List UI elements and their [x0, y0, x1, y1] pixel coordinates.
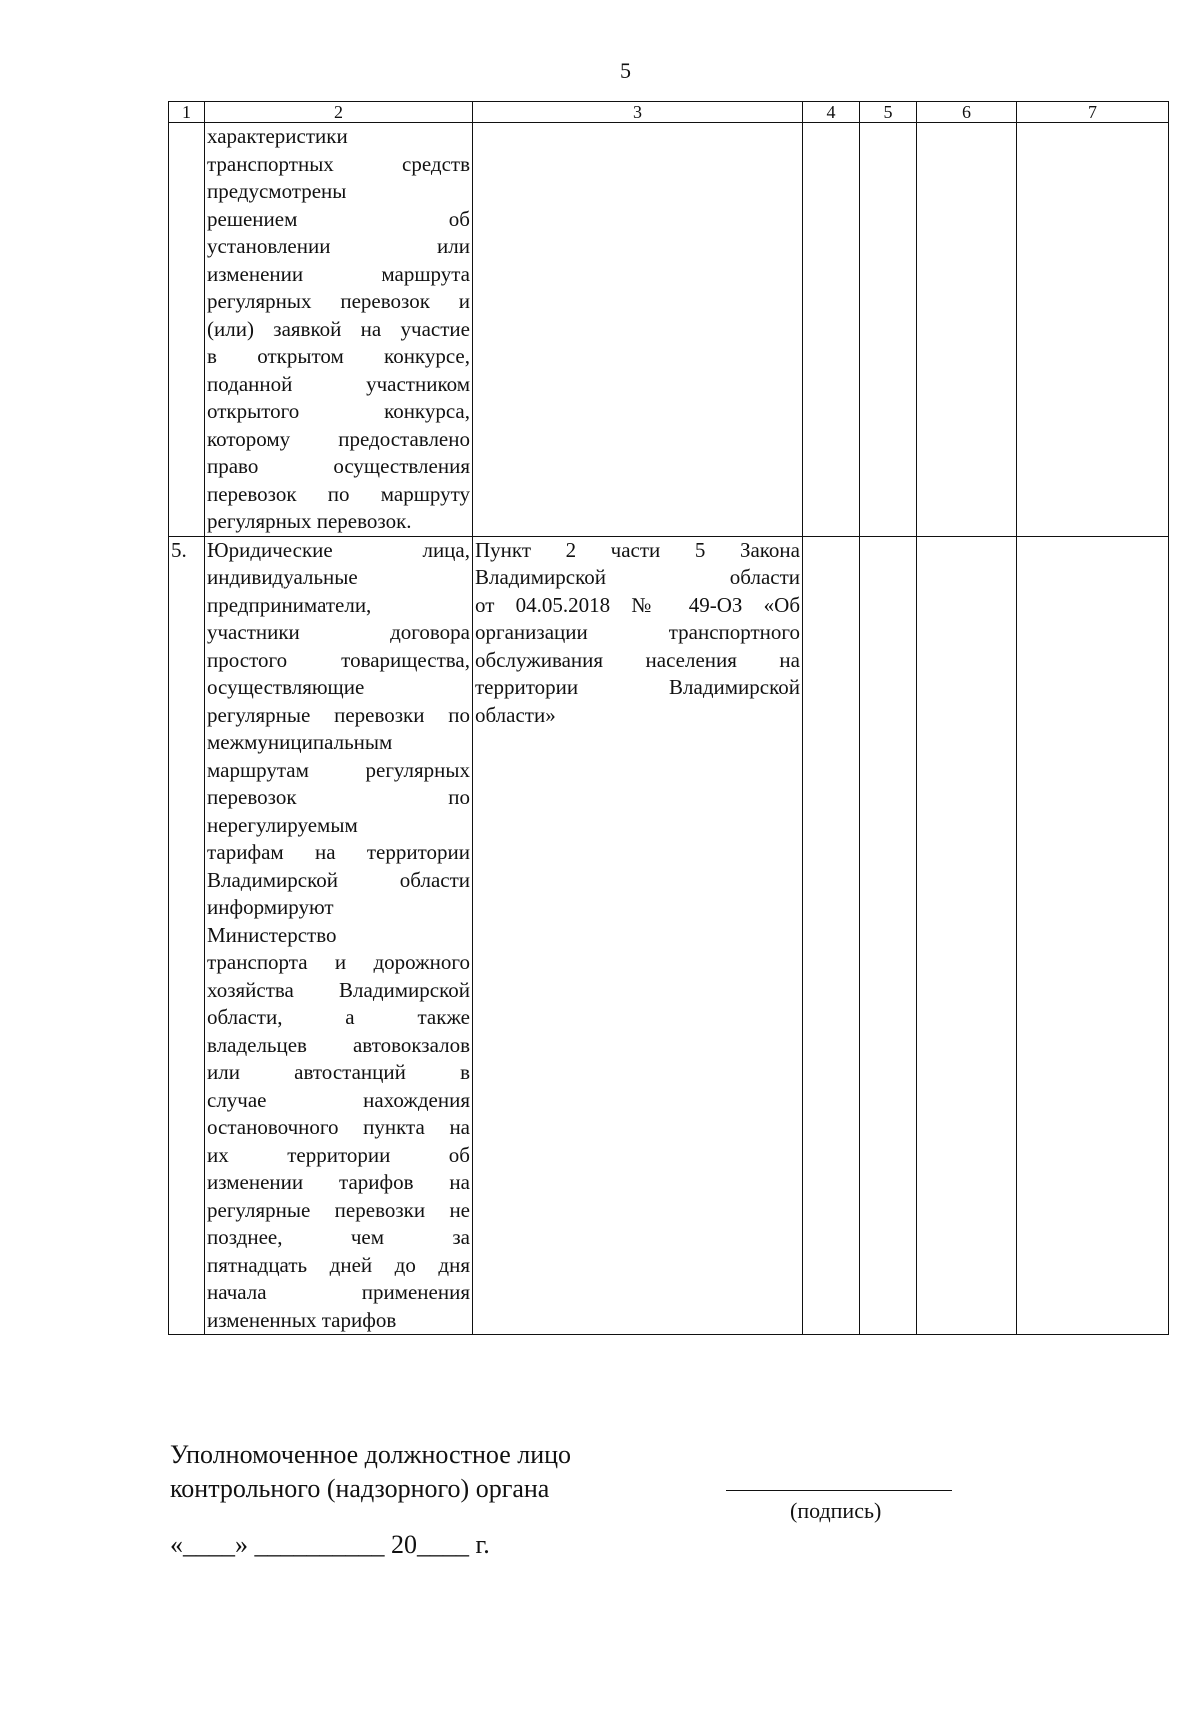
- empty-cell: [917, 123, 1017, 537]
- cell-text-line: транспорта и дорожного: [207, 950, 470, 974]
- official-title-line: контрольного (надзорного) органа: [170, 1474, 550, 1503]
- empty-cell: [1017, 536, 1169, 1335]
- header-cell-5: 5: [860, 102, 917, 123]
- cell-text-line: регулярных перевозок.: [207, 509, 412, 533]
- row-number-cell: 5.: [169, 536, 205, 1335]
- cell-text-line: их территории об: [207, 1142, 470, 1167]
- cell-text-line: Министерство: [207, 922, 337, 947]
- legal-basis-cell: [473, 536, 803, 1335]
- cell-text-line: тарифам на территории: [207, 840, 470, 864]
- cell-text-line: регулярные перевозки не: [207, 1197, 470, 1222]
- empty-cell: [917, 536, 1017, 1335]
- cell-text-line: измененных тарифов: [207, 1307, 397, 1332]
- signature-line: [726, 1490, 952, 1491]
- header-cell-2: 2: [205, 102, 473, 123]
- cell-text-line: право осуществления: [207, 454, 470, 478]
- cell-text-line: от 04.05.2018 № 49-ОЗ «Об: [475, 592, 800, 617]
- cell-text-line: маршрутам регулярных: [207, 757, 470, 782]
- requirement-cell: [205, 536, 473, 1335]
- cell-text-line: обслуживания населения на: [475, 647, 800, 672]
- cell-text-line: регулярные перевозки по: [207, 702, 470, 727]
- page-number: 5: [620, 58, 631, 83]
- cell-text-line: установлении или: [207, 234, 470, 258]
- cell-text-line: Пункт 2 части 5 Закона: [475, 537, 800, 562]
- cell-text-line: остановочного пункта на: [207, 1115, 470, 1139]
- cell-text-line: поданной участником: [207, 371, 470, 396]
- row-number-cell: [169, 123, 205, 537]
- header-cell-6: 6: [917, 102, 1017, 123]
- empty-cell: [1017, 123, 1169, 537]
- legal-basis-cell: [473, 123, 803, 537]
- cell-text-line: нерегулируемым: [207, 812, 358, 837]
- header-cell-4: 4: [803, 102, 860, 123]
- empty-cell: [803, 536, 860, 1335]
- empty-cell: [860, 123, 917, 537]
- cell-text-line: Владимирской области: [475, 565, 800, 589]
- cell-text-line: которому предоставлено: [207, 426, 470, 451]
- cell-text-line: простого товарищества,: [207, 647, 470, 672]
- cell-text-line: осуществляющие: [207, 675, 365, 699]
- cell-text-line: пятнадцать дней до дня: [207, 1252, 470, 1277]
- cell-text-line: изменении тарифов на: [207, 1170, 470, 1194]
- empty-cell: [860, 536, 917, 1335]
- cell-text-line: участники договора: [207, 620, 470, 644]
- cell-text-line: Юридические лица,: [207, 537, 470, 562]
- cell-text-line: перевозок по: [207, 785, 470, 809]
- header-cell-1: 1: [169, 102, 205, 123]
- header-cell-3: 3: [473, 102, 803, 123]
- cell-text-line: области, а также: [207, 1005, 470, 1029]
- header-cell-7: 7: [1017, 102, 1169, 123]
- cell-text-line: транспортных средств: [207, 151, 470, 176]
- signature-caption: (подпись): [790, 1498, 882, 1523]
- cell-text-line: перевозок по маршруту: [207, 481, 470, 506]
- cell-text-line: индивидуальные: [207, 565, 358, 589]
- cell-text-line: межмуниципальным: [207, 730, 393, 754]
- cell-text-line: или автостанций в: [207, 1060, 470, 1084]
- cell-text-line: в открытом конкурсе,: [207, 344, 470, 368]
- official-title: [170, 1438, 571, 1506]
- official-title-line: Уполномоченное должностное лицо: [170, 1440, 572, 1469]
- cell-text-line: организации транспортного: [475, 620, 800, 644]
- cell-text-line: (или) заявкой на участие: [207, 316, 470, 341]
- cell-text-line: Владимирской области: [207, 867, 470, 892]
- cell-text-line: характеристики: [207, 124, 348, 148]
- document-table: [168, 101, 1169, 1335]
- cell-text-line: области»: [475, 702, 556, 727]
- empty-cell: [803, 123, 860, 537]
- cell-text-line: предусмотрены: [207, 179, 347, 203]
- cell-text-line: решением об: [207, 206, 470, 231]
- cell-text-line: открытого конкурса,: [207, 399, 470, 423]
- date-line: «____» __________ 20____ г.: [170, 1530, 490, 1559]
- table-row: [169, 536, 1169, 1335]
- cell-text-line: информируют: [207, 895, 334, 919]
- cell-text-line: территории Владимирской: [475, 675, 800, 699]
- table-header-row: [169, 102, 1169, 123]
- cell-text-line: позднее, чем за: [207, 1225, 470, 1249]
- cell-text-line: изменении маршрута: [207, 261, 470, 286]
- cell-text-line: хозяйства Владимирской: [207, 977, 470, 1002]
- cell-text-line: предприниматели,: [207, 592, 372, 617]
- cell-text-line: владельцев автовокзалов: [207, 1032, 470, 1057]
- cell-text-line: случае нахождения: [207, 1087, 470, 1112]
- requirement-cell: [205, 123, 473, 537]
- cell-text-line: регулярных перевозок и: [207, 289, 470, 313]
- table-row: [169, 123, 1169, 537]
- cell-text-line: начала применения: [207, 1280, 470, 1304]
